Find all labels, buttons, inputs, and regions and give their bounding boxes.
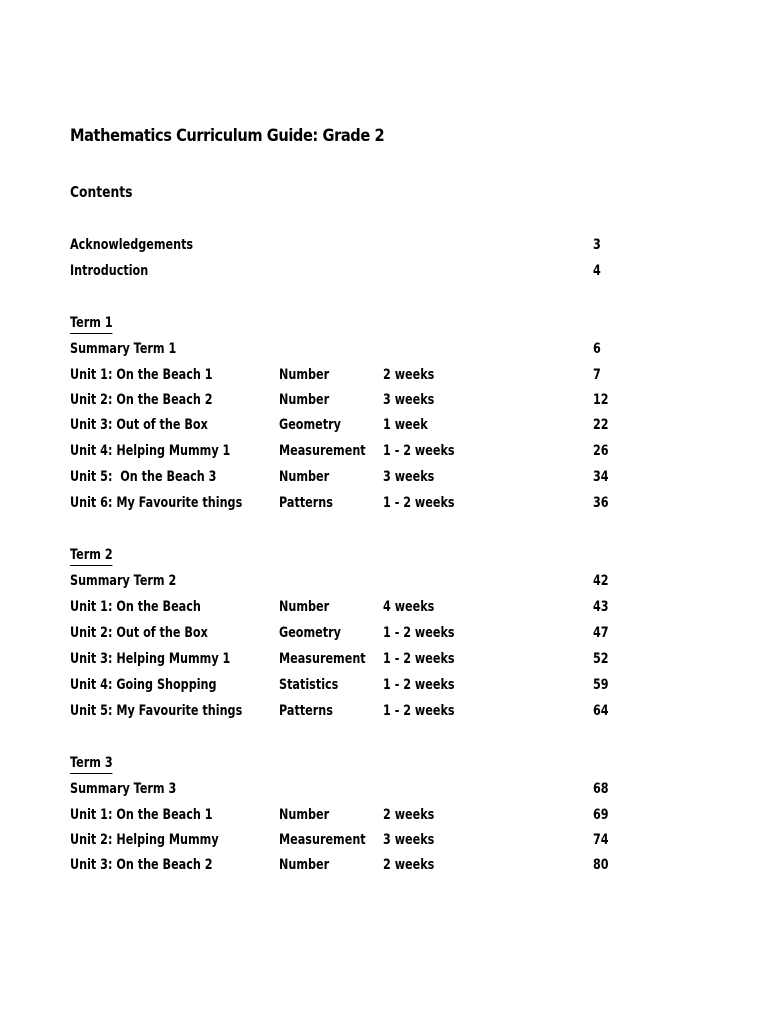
unit-row [70,594,630,620]
toc-entry-page: 3 [593,237,601,253]
summary-title: Summary Term 3 [70,781,177,797]
spacer [70,284,630,310]
toc-entry-title: Introduction [70,263,149,279]
summary-title: Summary Term 2 [70,573,177,589]
term-heading: Term 1 [70,310,630,336]
table-of-contents [70,232,630,878]
contents-heading: Contents [70,183,133,201]
unit-duration: 1 - 2 weeks [383,677,455,693]
unit-title: Unit 5: On the Beach 3 [70,469,217,485]
unit-strand: Measurement [279,651,366,667]
unit-title: Unit 3: Helping Mummy 1 [70,651,231,667]
unit-duration: 3 weeks [383,832,435,848]
summary-page: 6 [593,341,601,357]
unit-row [70,413,630,438]
unit-page: 47 [593,625,609,641]
unit-row [70,362,630,388]
unit-duration: 1 - 2 weeks [383,495,455,511]
unit-row [70,828,630,853]
summary-page: 42 [593,573,609,589]
unit-strand: Number [279,392,330,408]
unit-strand: Number [279,857,330,873]
unit-page: 36 [593,495,609,511]
unit-title: Unit 1: On the Beach 1 [70,807,213,823]
unit-title: Unit 3: Out of the Box [70,417,208,433]
unit-page: 43 [593,599,609,615]
unit-page: 59 [593,677,609,693]
summary-row [70,776,630,802]
unit-page: 34 [593,469,609,485]
unit-duration: 2 weeks [383,857,435,873]
unit-page: 22 [593,417,609,433]
unit-duration: 1 - 2 weeks [383,703,455,719]
toc-entry-page: 4 [593,263,601,279]
unit-duration: 1 - 2 weeks [383,443,455,459]
unit-strand: Measurement [279,443,366,459]
unit-duration: 4 weeks [383,599,435,615]
unit-row [70,646,630,672]
unit-duration: 1 - 2 weeks [383,625,455,641]
unit-strand: Patterns [279,495,333,511]
unit-strand: Geometry [279,625,341,641]
unit-row [70,620,630,646]
unit-title: Unit 3: On the Beach 2 [70,857,213,873]
unit-strand: Number [279,599,330,615]
term-heading: Term 2 [70,542,630,568]
unit-title: Unit 2: Out of the Box [70,625,208,641]
unit-duration: 2 weeks [383,807,435,823]
unit-row [70,672,630,698]
unit-page: 12 [593,392,609,408]
unit-row [70,853,630,878]
unit-page: 7 [593,367,601,383]
unit-strand: Geometry [279,417,341,433]
unit-duration: 3 weeks [383,469,435,485]
toc-entry-title: Acknowledgements [70,237,194,253]
unit-strand: Statistics [279,677,339,693]
term-heading: Term 3 [70,750,630,776]
toc-entry-acknowledgements [70,232,630,258]
document-title: Mathematics Curriculum Guide: Grade 2 [70,126,385,146]
unit-duration: 3 weeks [383,392,435,408]
unit-row [70,490,630,516]
unit-title: Unit 6: My Favourite things [70,495,243,511]
unit-strand: Number [279,367,330,383]
summary-row [70,568,630,594]
unit-duration: 2 weeks [383,367,435,383]
unit-title: Unit 2: On the Beach 2 [70,392,213,408]
unit-title: Unit 5: My Favourite things [70,703,243,719]
spacer [70,516,630,542]
unit-duration: 1 - 2 weeks [383,651,455,667]
unit-row [70,438,630,464]
unit-row [70,802,630,828]
unit-title: Unit 1: On the Beach 1 [70,367,213,383]
unit-page: 80 [593,857,609,873]
spacer [70,724,630,750]
unit-title: Unit 4: Going Shopping [70,677,217,693]
unit-row [70,698,630,724]
unit-row [70,464,630,490]
unit-title: Unit 1: On the Beach [70,599,201,615]
unit-strand: Measurement [279,832,366,848]
unit-strand: Patterns [279,703,333,719]
unit-page: 64 [593,703,609,719]
unit-title: Unit 4: Helping Mummy 1 [70,443,231,459]
toc-entry-introduction [70,258,630,284]
unit-strand: Number [279,807,330,823]
unit-page: 69 [593,807,609,823]
summary-page: 68 [593,781,609,797]
unit-strand: Number [279,469,330,485]
summary-row [70,336,630,362]
unit-row [70,388,630,413]
unit-duration: 1 week [383,417,428,433]
unit-page: 74 [593,832,609,848]
unit-title: Unit 2: Helping Mummy [70,832,219,848]
unit-page: 26 [593,443,609,459]
unit-page: 52 [593,651,609,667]
summary-title: Summary Term 1 [70,341,177,357]
